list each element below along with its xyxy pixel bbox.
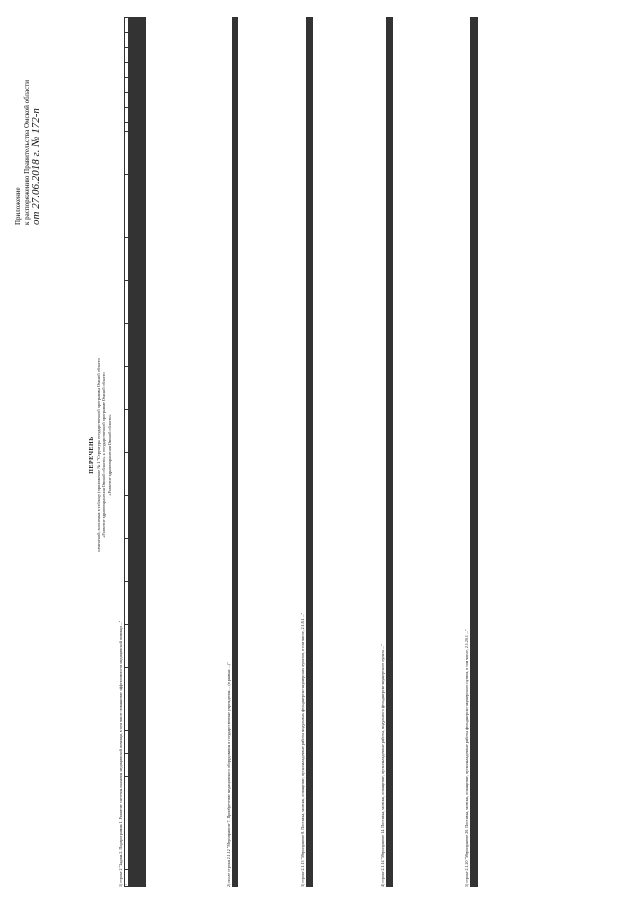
appendix-label: Приложение xyxy=(14,187,22,225)
section-1-table: 1 xyxy=(124,17,146,887)
document-title xyxy=(90,125,112,785)
section-4-label: 4) строке 2.1.14 "Мероприятие 14. Поставка, монтаж, оснащение, пусконаладочные работы, модульного фельдшерско-акушерского пункта ..." xyxy=(380,644,385,887)
section-2-label: 2) после строки 2.1.12 "Мероприятие 7. Приобретение медицинского оборудования в государственные учреждения ... (в рамках ...)" xyxy=(226,662,231,887)
section-5-table xyxy=(470,17,478,887)
section-5-label: 5) строке 2.1.20 "Мероприятие 20. Поставка, монтаж, оснащение, пусконаладочные работы фельдшерско-акушерского пункта, в том числе, 2.1.20.1 ..." xyxy=(464,629,469,887)
title-line-1: изменений, вносимых в таблицу (приложение № 1 "Структура государственной программы Омской области xyxy=(95,358,101,552)
section-3-label: 3) строке 2.1.13 "Мероприятие 8. Поставка, монтаж, оснащение, пусконаладочные работы модульных фельдшерско-акушерских пунктов, в том числе, 2.1.8.1 ..." xyxy=(300,612,305,887)
decree-date: 27.06.2018 г. xyxy=(30,149,42,209)
section-1-label: 1) строке 2 "Задача 2. Подпрограмма 1. Развитие системы оказания медицинской помощи, в том числе повышение эффективности медицинской помощи ..." xyxy=(118,620,123,887)
title-line-2: «Развитие здравоохранения Омской области» к государственной программе Омской области xyxy=(101,372,107,538)
section-4-table xyxy=(386,17,393,887)
section-2-table xyxy=(232,17,238,887)
approval-stamp xyxy=(14,80,41,225)
decree-number: 172-п xyxy=(30,108,42,134)
section-3-table xyxy=(306,17,313,887)
title-heading: ПЕРЕЧЕНЬ xyxy=(89,436,95,474)
decree-label: к распоряжению Правительства Омской области xyxy=(23,80,31,225)
decree-date-line: от 27.06.2018 г. № 172-п xyxy=(30,108,42,225)
title-line-3: «Развитие здравоохранения Омской области» xyxy=(106,414,112,496)
